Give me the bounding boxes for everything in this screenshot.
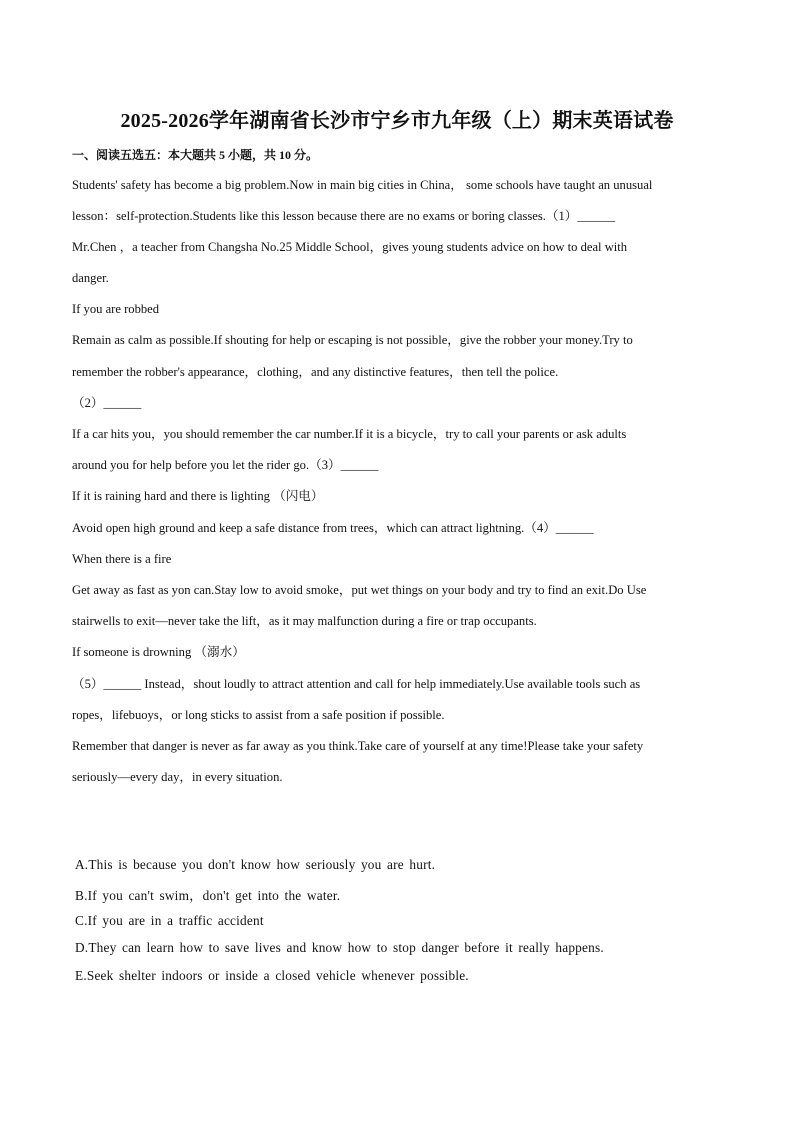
option-b: B.If you can't swim，don't get into the water.	[75, 888, 341, 903]
option-c: C.If you are in a traffic accident	[75, 913, 264, 928]
passage-line: lesson：self-protection.Students like this lesson because there are no exams or boring classes.（1）______	[72, 209, 616, 223]
passage-line: Remain as calm as possible.If shouting for help or escaping is not possible，give the robber your money.Try to	[72, 333, 633, 347]
passage-line: Students' safety has become a big problem.Now in main big cities in China， some schools have taught an unusual	[72, 178, 653, 192]
passage-line: ropes，lifebuoys，or long sticks to assist from a safe position if possible.	[72, 708, 445, 722]
passage-subheading: If it is raining hard and there is lighting （闪电）	[72, 489, 324, 503]
passage-line: Get away as fast as yon can.Stay low to avoid smoke，put wet things on your body and try to find an exit.Do Use	[72, 583, 647, 597]
section-heading: 一、阅读五选五：本大题共 5 小题，共 10 分。	[72, 148, 319, 162]
passage-line: Remember that danger is never as far away as you think.Take care of yourself at any time!Please take your safety	[72, 739, 644, 753]
passage-subheading: If you are robbed	[72, 302, 160, 316]
passage-line: remember the robber's appearance，clothing，and any distinctive features，then tell the police.	[72, 365, 559, 379]
option-a: A.This is because you don't know how seriously you are hurt.	[75, 857, 436, 872]
passage-line: （5）______ Instead，shout loudly to attract attention and call for help immediately.Use available tools such as	[72, 677, 641, 691]
passage-subheading: If someone is drowning （溺水）	[72, 645, 245, 659]
passage-line: Avoid open high ground and keep a safe distance from trees，which can attract lightning.（4）______	[72, 521, 594, 535]
option-e: E.Seek shelter indoors or inside a closed vehicle whenever possible.	[75, 968, 469, 983]
blank-2: （2）______	[72, 396, 142, 410]
passage-subheading: When there is a fire	[72, 552, 172, 566]
passage-line: Mr.Chen ，a teacher from Changsha No.25 Middle School，gives young students advice on how to deal with	[72, 240, 628, 254]
passage-line: If a car hits you，you should remember the car number.If it is a bicycle，try to call your parents or ask adults	[72, 427, 627, 441]
option-d: D.They can learn how to save lives and know how to stop danger before it really happens.	[75, 940, 604, 955]
passage-line: around you for help before you let the rider go.（3）______	[72, 458, 379, 472]
passage-line: seriously—every day，in every situation.	[72, 770, 283, 784]
page-title: 2025-2026学年湖南省长沙市宁乡市九年级（上）期末英语试卷	[120, 110, 674, 132]
passage-line: stairwells to exit—never take the lift，as it may malfunction during a fire or trap occupants.	[72, 614, 537, 628]
passage-line: danger.	[72, 271, 109, 285]
